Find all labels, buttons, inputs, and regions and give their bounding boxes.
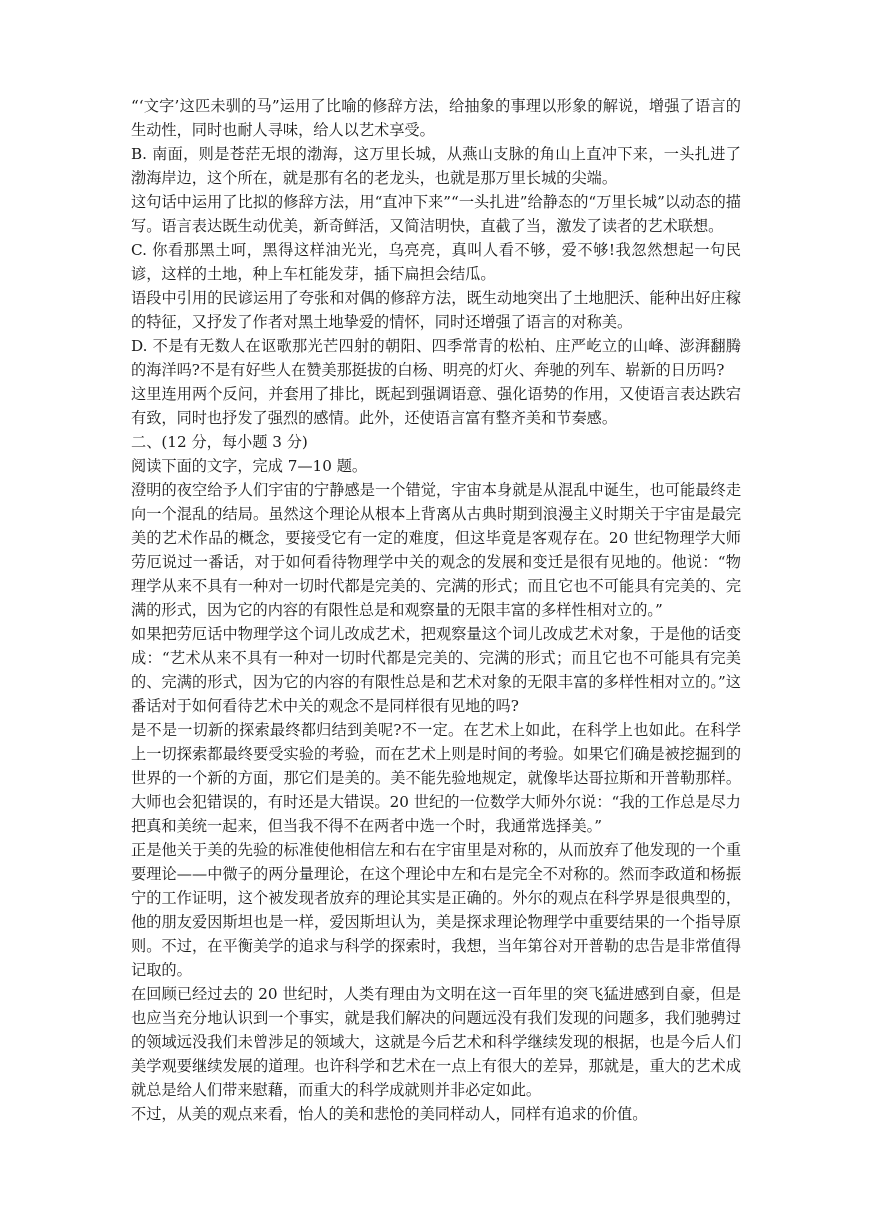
paragraph: D. 不是有无数人在讴歌那光芒四射的朝阳、四季常青的松柏、庄严屹立的山峰、澎湃翻腾的海洋吗?不是有好些人在赞美那挺拔的白杨、明亮的灯火、奔驰的列车、崭新的日历吗? xyxy=(131,337,741,379)
section-heading: 二、(12 分，每小题 3 分) xyxy=(131,433,308,451)
paragraph: “‘文字’这匹未驯的马”运用了比喻的修辞方法，给抽象的事理以形象的解说，增强了语言的生动性，同时也耐人寻味，给人以艺术享受。 xyxy=(131,97,741,139)
paragraph: 语段中引用的民谚运用了夸张和对偶的修辞方法，既生动地突出了土地肥沃、能种出好庄稼的特征，又抒发了作者对黑土地挚爱的情怀，同时还增强了语言的对称美。 xyxy=(131,289,741,331)
paragraph: C. 你看那黑土呵，黑得这样油光光，乌亮亮，真叫人看不够，爱不够!我忽然想起一句民谚，这样的土地，种上车杠能发芽，插下扁担会结瓜。 xyxy=(131,241,741,283)
paragraph: 正是他关于美的先验的标准使他相信左和右在宇宙里是对称的，从而放弃了他发现的一个重要理论——中微子的两分量理论，在这个理论中左和右是完全不对称的。然而李政道和杨振宁的工作证明，这个被发现者放弃的理论其实是正确的。外尔的观点在科学界是很典型的，他的朋友爱因斯坦也是一样，爱因斯坦认为，美是探求理论物理学中重要结果的一个指导原则。不过，在平衡美学的追求与科学的探索时，我想，当年第谷对开普勒的忠告是非常值得记取的。 xyxy=(131,841,741,979)
paragraph: 是不是一切新的探索最终都归结到美呢?不一定。在艺术上如此，在科学上也如此。在科学上一切探索都最终要受实验的考验，而在艺术上则是时间的考验。如果它们确是被挖掘到的世界的一个新的方面，那它们是美的。美不能先验地规定，就像毕达哥拉斯和开普勒那样。大师也会犯错误的，有时还是大错误。20 世纪的一位数学大师外尔说：“我的工作总是尽力把真和美统一起来，但当我不得不在两者中选一个时，我通常选择美。” xyxy=(131,721,741,835)
paragraph: 澄明的夜空给予人们宇宙的宁静感是一个错觉，宇宙本身就是从混乱中诞生，也可能最终走向一个混乱的结局。虽然这个理论从根本上背离从古典时期到浪漫主义时期关于宇宙是最完美的艺术作品的概念，要接受它有一定的难度，但这毕竟是客观存在。20 世纪物理学大师劳厄说过一番话，对于如何看待物理学中关的观念的发展和变迁是很有见地的。他说：“物理学从来不具有一种对一切时代都是完美的、完满的形式；而且它也不可能具有完美的、完满的形式，因为它的内容的有限性总是和观察量的无限丰富的多样性相对立的。” xyxy=(131,481,741,619)
instruction: 阅读下面的文字，完成 7—10 题。 xyxy=(131,457,368,475)
paragraph: 这句话中运用了比拟的修辞方法，用“直冲下来”“一头扎进”给静态的“万里长城”以动态的描写。语言表达既生动优美，新奇鲜活，又简洁明快，直截了当，激发了读者的艺术联想。 xyxy=(131,193,741,235)
paragraph: 这里连用两个反问，并套用了排比，既起到强调语意、强化语势的作用，又使语言表达跌宕有致，同时也抒发了强烈的感情。此外，还使语言富有整齐美和节奏感。 xyxy=(131,385,741,427)
document-body xyxy=(131,94,741,1126)
paragraph: B. 南面，则是苍茫无垠的渤海，这万里长城，从燕山支脉的角山上直冲下来，一头扎进了渤海岸边，这个所在，就是那有名的老龙头，也就是那万里长城的尖端。 xyxy=(131,145,741,187)
paragraph: 如果把劳厄话中物理学这个词儿改成艺术，把观察量这个词儿改成艺术对象，于是他的话变成：“艺术从来不具有一种对一切时代都是完美的、完满的形式；而且它也不可能具有完美的、完满的形式，因为它的内容的有限性总是和艺术对象的无限丰富的多样性相对立的。”这番话对于如何看待艺术中关的观念不是同样很有见地的吗? xyxy=(131,625,741,715)
paragraph: 不过，从美的观点来看，怡人的美和悲怆的美同样动人，同样有追求的价值。 xyxy=(131,1105,648,1123)
paragraph: 在回顾已经过去的 20 世纪时，人类有理由为文明在这一百年里的突飞猛进感到自豪，但是也应当充分地认识到一个事实，就是我们解决的问题远没有我们发现的问题多，我们驰骋过的领域远没我们未曾涉足的领域大，这就是今后艺术和科学继续发现的根据，也是今后人们美学观要继续发展的道理。也许科学和艺术在一点上有很大的差异，那就是，重大的艺术成就总是给人们带来慰藉，而重大的科学成就则并非必定如此。 xyxy=(131,985,741,1099)
